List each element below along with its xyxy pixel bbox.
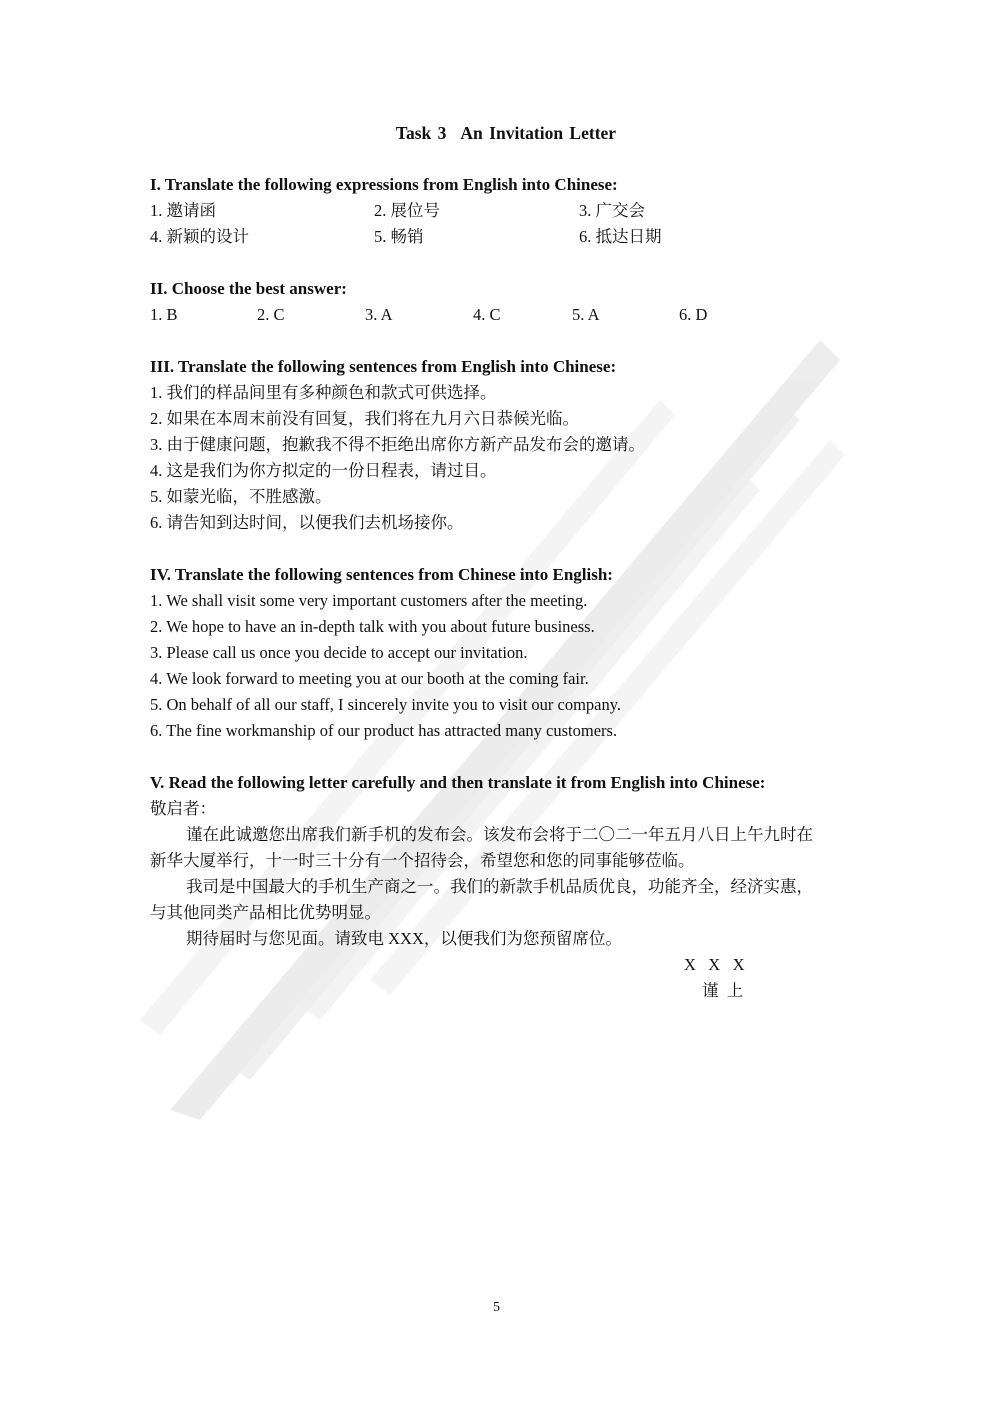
sentence-item: 6. 请告知到达时间，以便我们去机场接你。 <box>150 513 464 532</box>
section-1 <box>150 172 870 250</box>
page-number: 5 <box>493 1300 500 1315</box>
section-3 <box>150 354 870 536</box>
answer-item: 4. C <box>473 305 501 324</box>
task-name: An Invitation Letter <box>460 123 617 143</box>
page-title <box>142 118 870 148</box>
expression-item: 4. 新颖的设计 <box>150 227 249 246</box>
letter-paragraph-line: 我司是中国最大的手机生产商之一。我们的新款手机品质优良，功能齐全，经济实惠， <box>186 877 813 896</box>
expression-item: 1. 邀请函 <box>150 201 216 220</box>
letter-paragraph-line: 期待届时与您见面。请致电 XXX，以便我们为您预留席位。 <box>186 929 622 948</box>
expression-item: 6. 抵达日期 <box>579 227 662 246</box>
answer-item: 6. D <box>679 305 708 324</box>
answer-item: 3. A <box>365 305 393 324</box>
expression-item: 2. 展位号 <box>374 201 440 220</box>
section-5 <box>150 770 870 1004</box>
letter-paragraph-line: 与其他同类产品相比优势明显。 <box>150 903 381 922</box>
letter-salutation: 敬启者： <box>150 799 216 818</box>
letter-signature: X X X <box>684 955 745 974</box>
sentence-item: 1. We shall visit some very important customers after the meeting. <box>150 591 588 610</box>
answer-list <box>150 302 870 328</box>
section-5-heading: V. Read the following letter carefully and then translate it from English into Chinese: <box>150 773 766 792</box>
sentence-item: 4. We look forward to meeting you at our booth at the coming fair. <box>150 669 589 688</box>
section-2-heading: II. Choose the best answer: <box>150 279 347 298</box>
sentence-item: 1. 我们的样品间里有多种颜色和款式可供选择。 <box>150 383 497 402</box>
expression-item: 5. 畅销 <box>374 227 424 246</box>
section-1-heading: I. Translate the following expressions from English into Chinese: <box>150 175 618 194</box>
expression-list <box>150 198 870 250</box>
letter-closing-row <box>150 978 870 1004</box>
sentence-item: 3. 由于健康问题，抱歉我不得不拒绝出席你方新产品发布会的邀请。 <box>150 435 645 454</box>
section-2 <box>150 276 870 328</box>
document-content <box>150 118 870 1004</box>
sentence-item: 6. The fine workmanship of our product has attracted many customers. <box>150 721 618 740</box>
letter-paragraph-line: 新华大厦举行，十一时三十分有一个招待会，希望您和您的同事能够莅临。 <box>150 851 695 870</box>
section-4-heading: IV. Translate the following sentences from Chinese into English: <box>150 565 613 584</box>
letter-signature-row <box>150 952 870 978</box>
answer-item: 2. C <box>257 305 285 324</box>
answer-item: 5. A <box>572 305 600 324</box>
sentence-item: 5. On behalf of all our staff, I sincerely invite you to visit our company. <box>150 695 622 714</box>
section-4 <box>150 562 870 744</box>
expression-item: 3. 广交会 <box>579 201 645 220</box>
sentence-item: 2. We hope to have an in-depth talk with you about future business. <box>150 617 595 636</box>
letter-closing: 谨 上 <box>702 981 744 1000</box>
letter-paragraph-line: 谨在此诚邀您出席我们新手机的发布会。该发布会将于二〇二一年五月八日上午九时在 <box>186 825 813 844</box>
sentence-item: 3. Please call us once you decide to accept our invitation. <box>150 643 528 662</box>
sentence-item: 5. 如蒙光临，不胜感激。 <box>150 487 332 506</box>
task-label: Task 3 <box>395 123 447 143</box>
sentence-item: 4. 这是我们为你方拟定的一份日程表，请过目。 <box>150 461 497 480</box>
answer-item: 1. B <box>150 305 178 324</box>
section-3-heading: III. Translate the following sentences from English into Chinese: <box>150 357 617 376</box>
sentence-item: 2. 如果在本周末前没有回复，我们将在九月六日恭候光临。 <box>150 409 579 428</box>
